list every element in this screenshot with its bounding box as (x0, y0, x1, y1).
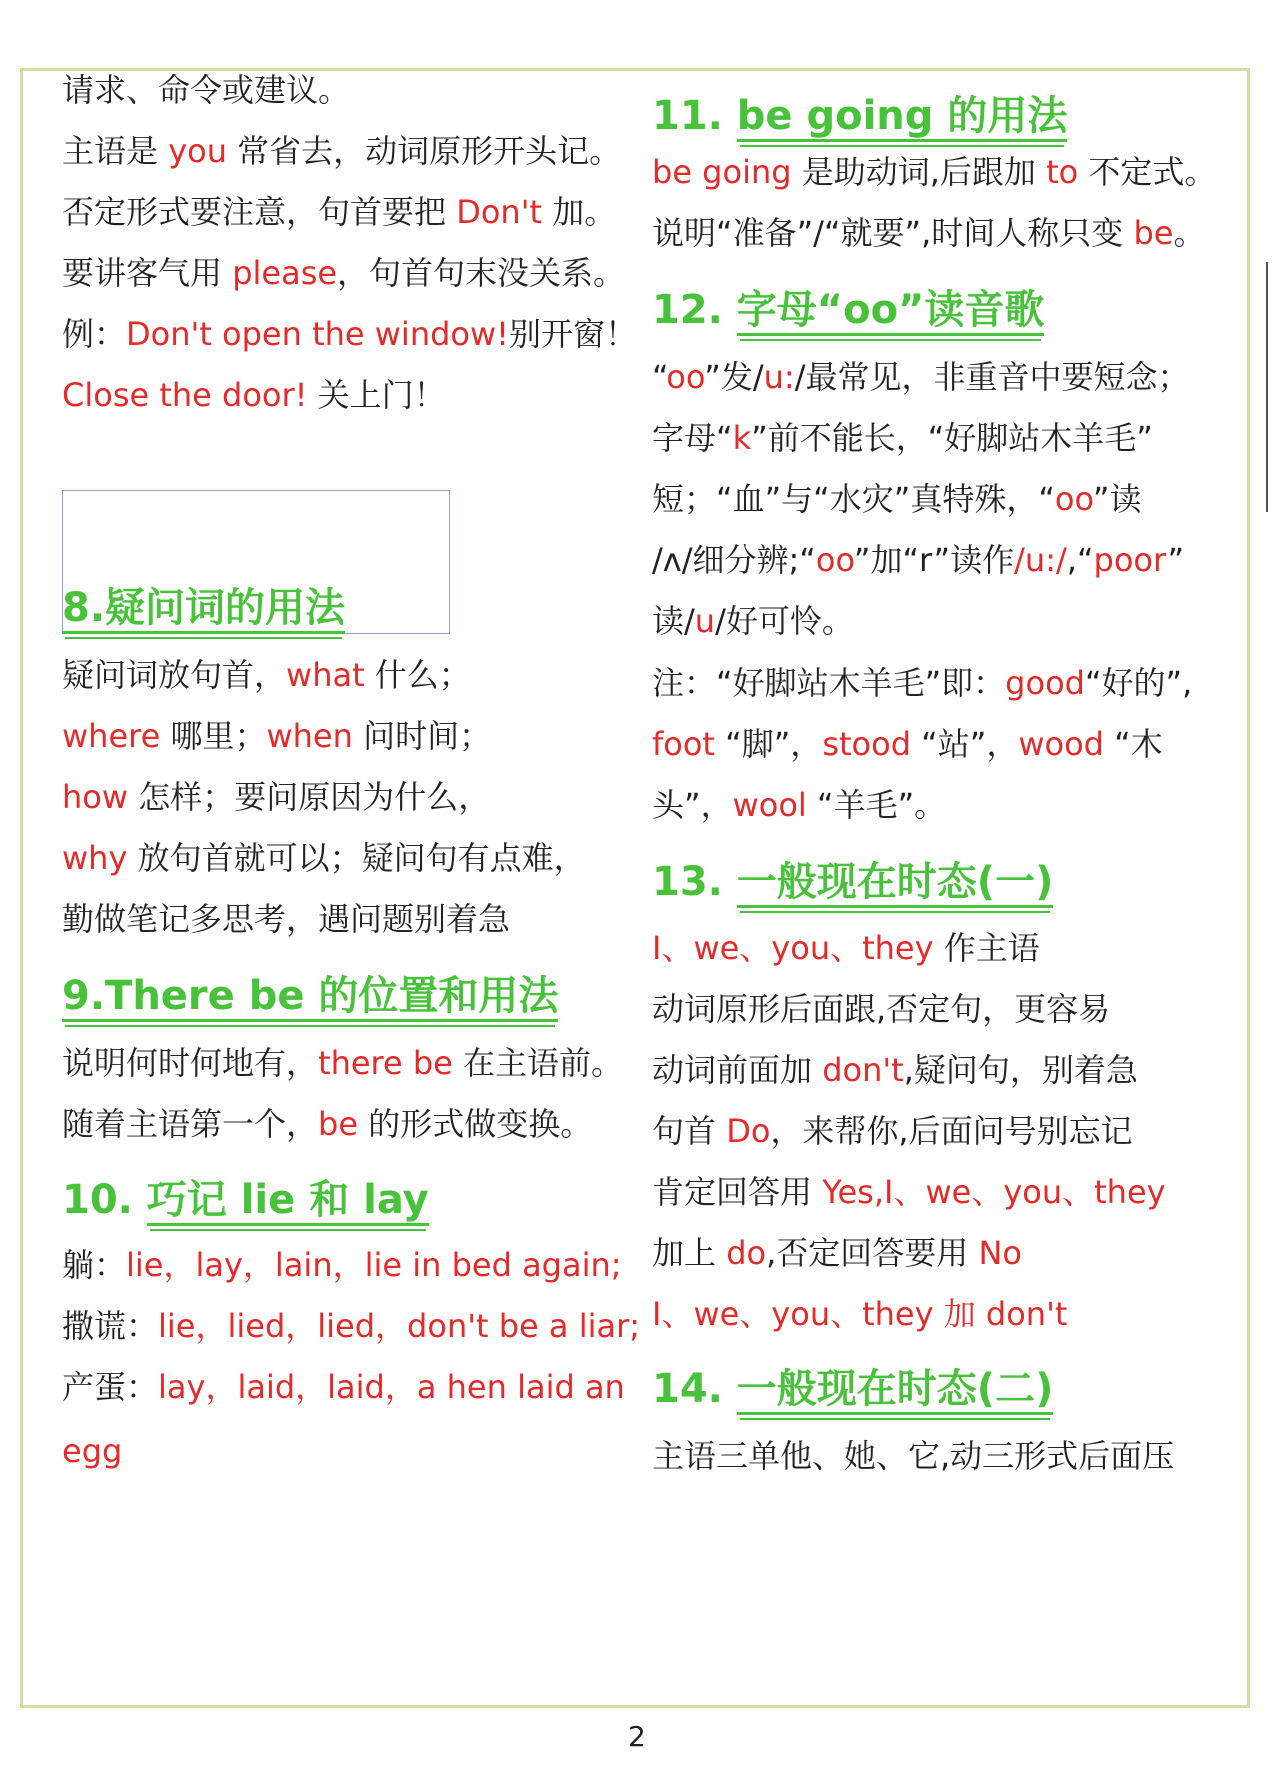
intro-line-2: 主语是 you 常省去，动词原形开头记。 (62, 132, 622, 170)
s13-line-5: 肯定回答用 Yes,I、we、you、they (652, 1173, 1166, 1211)
s13-line-7: I、we、you、they 加 don't (652, 1295, 1068, 1333)
section-9-heading: 9.There be 的位置和用法 (62, 970, 558, 1022)
page-number: 2 (628, 1720, 646, 1753)
intro-line-1: 请求、命令或建议。 (62, 71, 351, 109)
s13-line-4: 句首 Do，来帮你,后面问号别忘记 (652, 1112, 1133, 1150)
side-scrollbar[interactable] (1266, 262, 1268, 512)
section-13-heading: 13. 一般现在时态(一) (652, 856, 1053, 908)
section-8-heading: 8.疑问词的用法 (62, 582, 345, 634)
s12-line-3: 短；“血”与“水灾”真特殊，“oo”读 (652, 480, 1142, 518)
section-14-heading: 14. 一般现在时态(二) (652, 1363, 1053, 1415)
s9-line-2: 随着主语第一个，be 的形式做变换。 (62, 1105, 593, 1143)
s10-line-2: 撒谎：lie，lied，lied，don't be a liar; (62, 1307, 641, 1345)
s13-line-2: 动词原形后面跟,否定句，更容易 (652, 990, 1111, 1028)
s9-line-1: 说明何时何地有，there be 在主语前。 (62, 1044, 624, 1082)
s8-line-2: where 哪里；when 问时间； (62, 717, 492, 755)
s8-line-4: why 放句首就可以；疑问句有点难， (62, 839, 586, 877)
s13-line-3: 动词前面加 don't,疑问句，别着急 (652, 1051, 1138, 1089)
s14-line-1: 主语三单他、她、它,动三形式后面压 (652, 1437, 1175, 1475)
s12-line-7: foot “脚”，stood “站”，wood “木 (652, 725, 1163, 763)
s12-line-2: 字母“k”前不能长，“好脚站木羊毛” (652, 419, 1153, 457)
s13-line-6: 加上 do,否定回答要用 No (652, 1234, 1022, 1272)
intro-example-line-2: Close the door! 关上门！ (62, 376, 446, 414)
s10-line-3: 产蛋：lay，laid，laid，a hen laid an (62, 1368, 625, 1406)
intro-example-line: 例：Don't open the window!别开窗！ (62, 315, 637, 353)
s13-line-1: I、we、you、they 作主语 (652, 929, 1040, 967)
s8-line-5: 勤做笔记多思考，遇问题别着急 (62, 900, 511, 938)
section-11-heading: 11. be going 的用法 (652, 90, 1067, 142)
s10-line-4: egg (62, 1432, 123, 1470)
s11-line-2: 说明“准备”/“就要”,时间人称只变 be。 (652, 214, 1206, 252)
s8-line-1: 疑问词放句首，what 什么； (62, 656, 471, 694)
s10-line-1: 躺：lie，lay，lain，lie in bed again; (62, 1246, 622, 1284)
s11-line-1: be going 是助动词,后跟加 to 不定式。 (652, 153, 1217, 191)
s12-line-4: /ʌ/细分辨;“oo”加“r”读作/u:/,“poor” (652, 541, 1185, 579)
section-12-heading: 12. 字母“oo”读音歌 (652, 284, 1044, 336)
s8-line-3: how 怎样；要问原因为什么， (62, 778, 491, 816)
intro-line-4: 要讲客气用 please，句首句末没关系。 (62, 254, 626, 292)
section-10-heading: 10. 巧记 lie 和 lay (62, 1174, 429, 1226)
intro-line-3: 否定形式要注意，句首要把 Don't 加。 (62, 193, 617, 231)
s12-line-1: “oo”发/u:/最常见，非重音中要短念； (652, 358, 1190, 396)
s12-line-5: 读/u/好可怜。 (652, 602, 854, 640)
s12-line-6: 注：“好脚站木羊毛”即：good“好的”, (652, 664, 1193, 702)
s12-line-8: 头”，wool “羊毛”。 (652, 786, 947, 824)
